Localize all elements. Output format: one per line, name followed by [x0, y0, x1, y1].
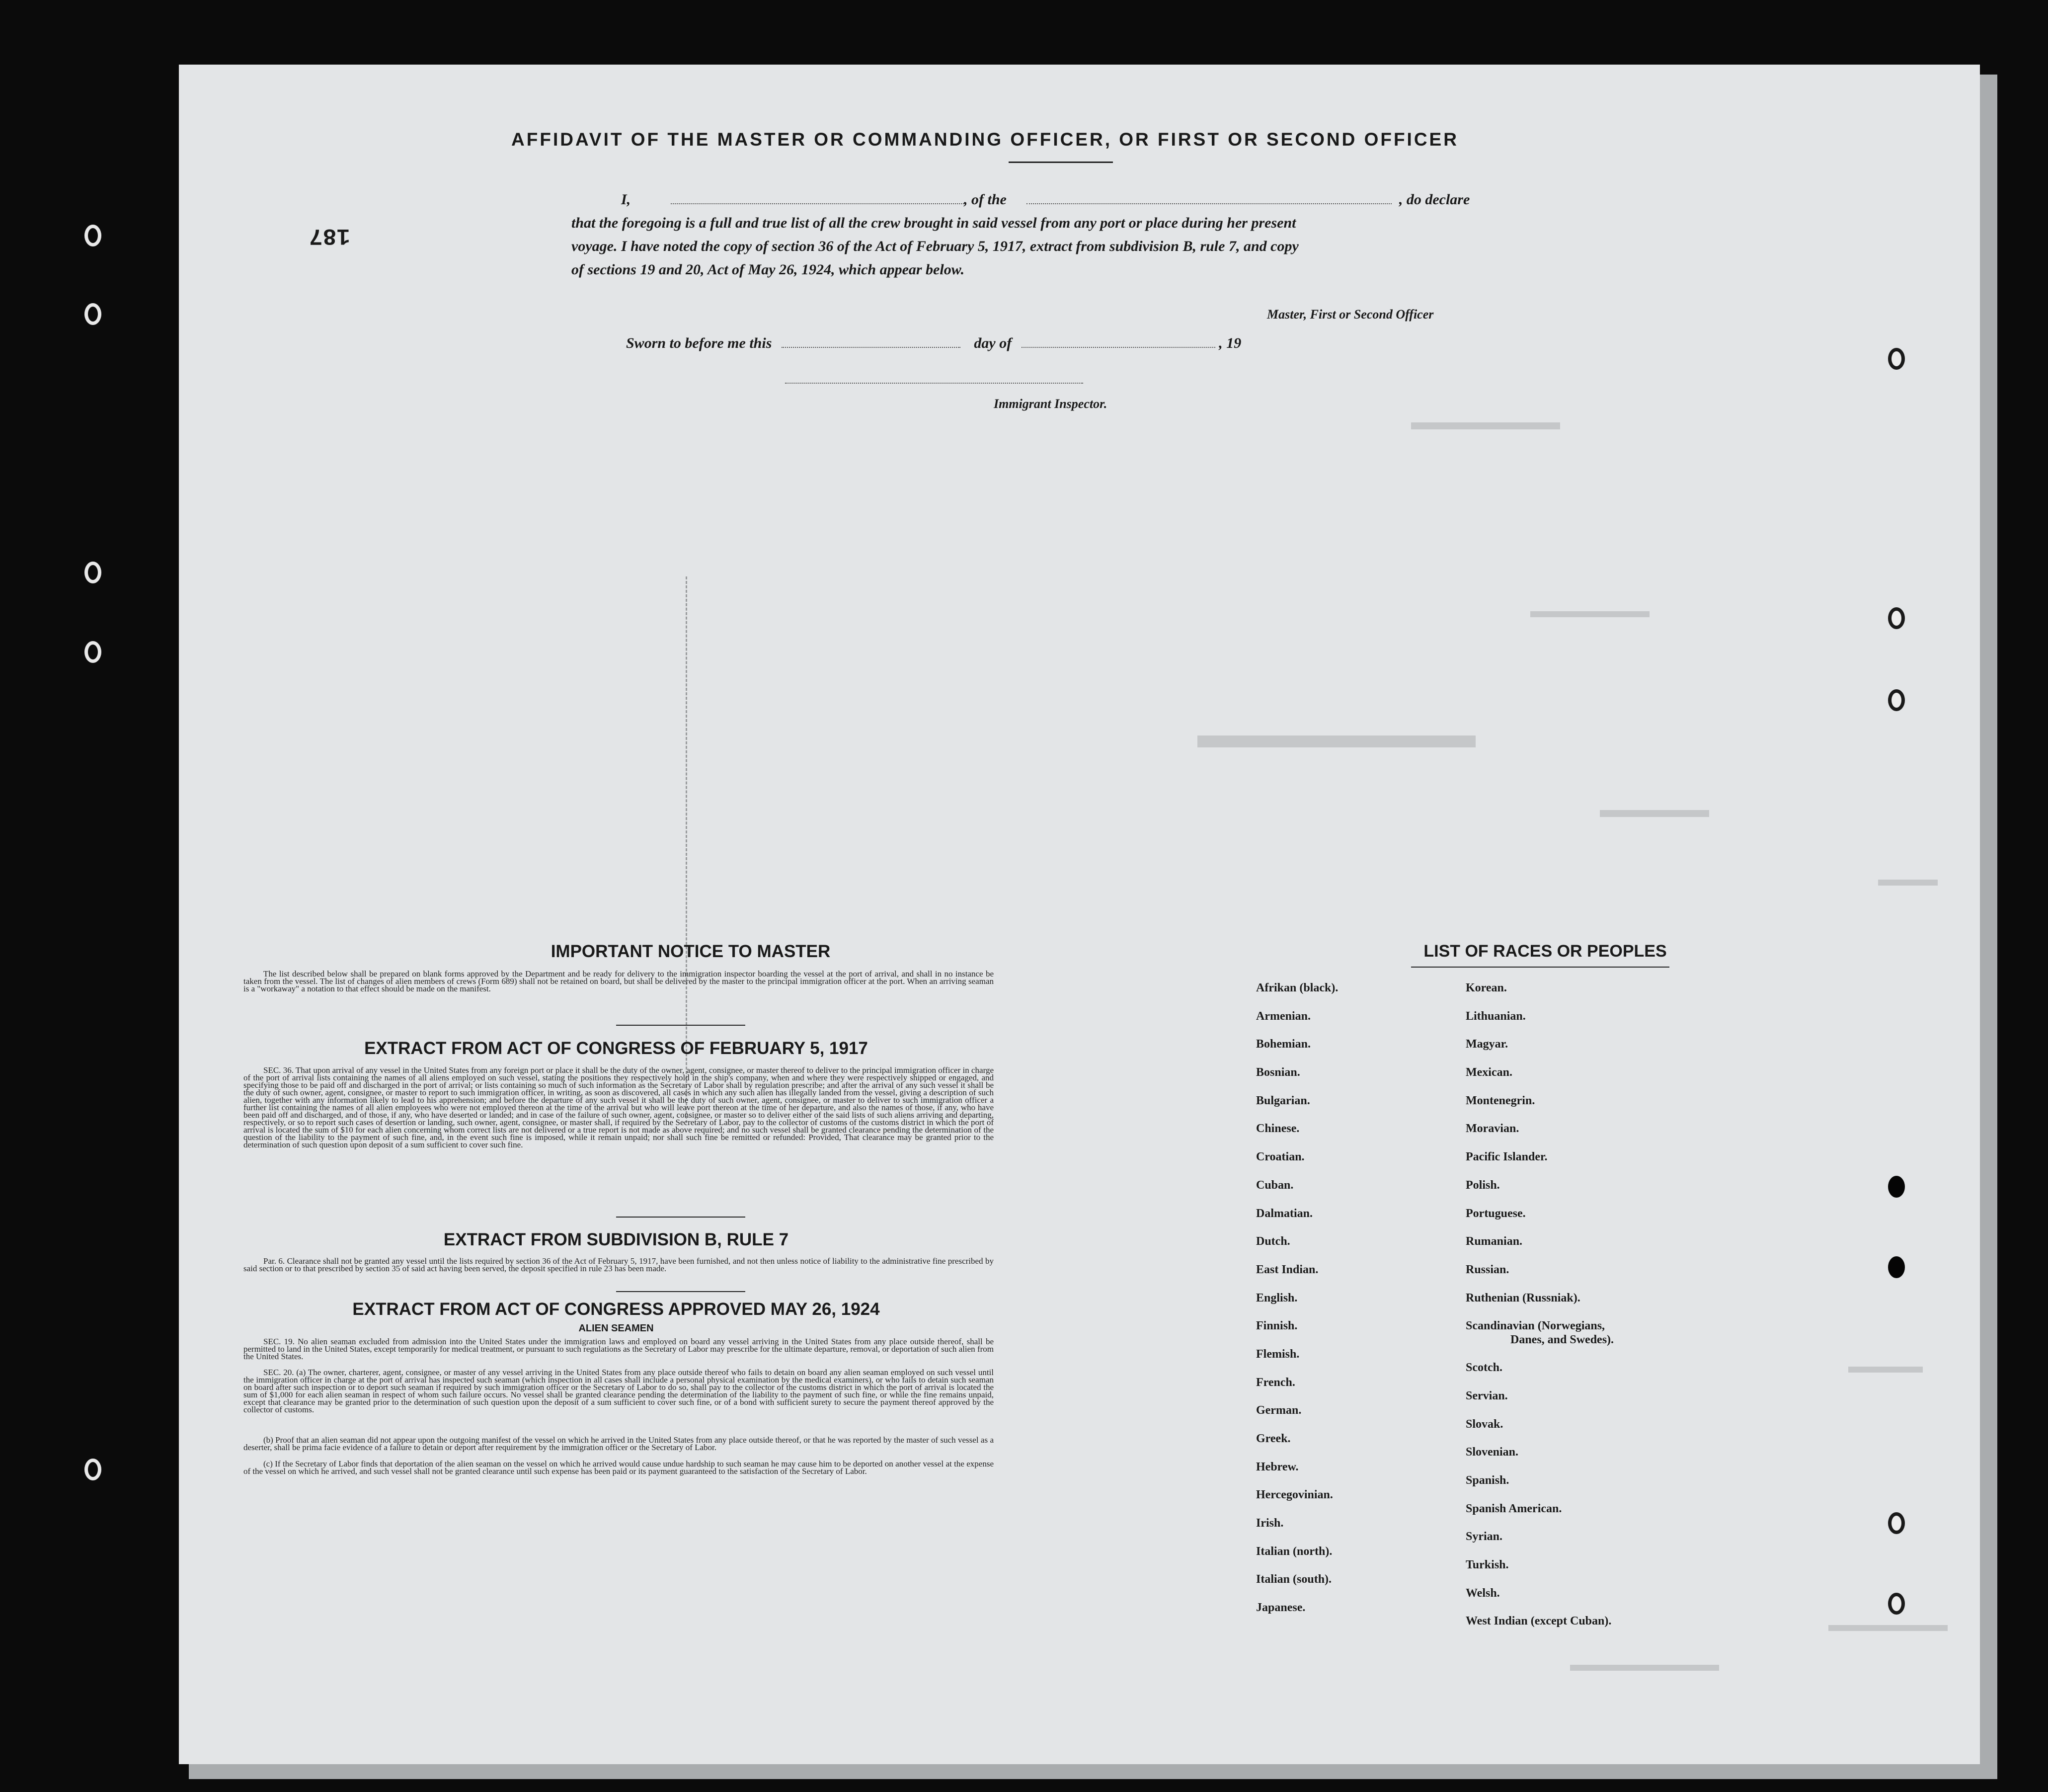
race-item: Servian. [1466, 1389, 1508, 1402]
race-item: Turkish. [1466, 1558, 1509, 1572]
race-item: Spanish American. [1466, 1502, 1562, 1515]
race-item: Montenegrin. [1466, 1094, 1535, 1107]
race-item: Scandinavian (Norwegians, [1466, 1319, 1605, 1333]
sworn-line [626, 334, 1241, 352]
bleed-through-mark [1828, 1625, 1948, 1631]
extract-1924-sec20a: SEC. 20. (a) The owner, charterer, agent, consignee, or master of any vessel arriving in the United States from any place outside thereof who fails to detain on board any alien seaman employed on such vessel until the immigration officer in charge at the port of arrival has inspected such seaman (which inspection in all cases shall include a personal physical examination by the medical examiners), or who fails to detain such seaman on board after such inspection or to deport such seaman if required by such immigration officer or the Secretary of Labor to do so, shall pay to the collector of the customs district in which the port of arrival is located the sum of $1,000 for each alien seaman in respect of whom such failure occurs. No vessel shall be granted clearance pending the determination of the liability to the payment of such fine, or while the fine remains unpaid, except that clearance may be granted prior to the determination of such question upon the deposit of a sum sufficient to cover such fine, or of a bond with sufficient surety to secure the payment thereof approved by the collector of customs. [243, 1368, 994, 1414]
binder-hole [1888, 689, 1905, 711]
sworn-label: Sworn to before me this [626, 335, 772, 351]
name-blank[interactable] [671, 190, 964, 204]
race-item: Moravian. [1466, 1122, 1519, 1136]
notice-title: IMPORTANT NOTICE TO MASTER [551, 942, 831, 961]
race-item: Bohemian. [1256, 1038, 1311, 1051]
binder-hole [1888, 348, 1905, 370]
binder-hole [1888, 1512, 1905, 1534]
race-item: Scotch. [1466, 1361, 1502, 1375]
binder-hole [1888, 1256, 1905, 1278]
race-item: German. [1256, 1404, 1302, 1417]
race-item: Dutch. [1256, 1235, 1290, 1248]
race-item: Hebrew. [1256, 1460, 1299, 1473]
race-item: French. [1256, 1376, 1295, 1389]
race-item: Greek. [1256, 1432, 1291, 1445]
section-divider [616, 1291, 745, 1292]
race-item: Danes, and Swedes). [1510, 1333, 1614, 1347]
race-item: Italian (south). [1256, 1573, 1332, 1586]
declaration-line4: of sections 19 and 20, Act of May 26, 1924, which appear below. [571, 261, 965, 278]
races-right-column [1466, 974, 1724, 1635]
bleed-through-mark [1848, 1367, 1923, 1373]
binder-hole [84, 225, 101, 246]
race-item: West Indian (except Cuban). [1466, 1615, 1612, 1628]
declaration-line3: voyage. I have noted the copy of section 36 of the Act of February 5, 1917, extract from subdivision B, rule 7, and copy [571, 238, 1299, 254]
race-item: Ruthenian (Russniak). [1466, 1291, 1580, 1304]
race-item: Bulgarian. [1256, 1094, 1310, 1107]
declaration-of: , of the [964, 191, 1007, 208]
sworn-month-blank[interactable] [1022, 334, 1215, 348]
race-item: Korean. [1466, 981, 1507, 994]
race-item: Finnish. [1256, 1319, 1298, 1333]
binder-hole [1888, 607, 1905, 629]
races-title: LIST OF RACES OR PEOPLES [1423, 942, 1667, 961]
race-item: Lithuanian. [1466, 1009, 1526, 1023]
extract-1924-title: EXTRACT FROM ACT OF CONGRESS APPROVED MAY 26, 1924 [352, 1300, 880, 1319]
year-label: , 19 [1219, 335, 1242, 351]
extract-rule7-title: EXTRACT FROM SUBDIVISION B, RULE 7 [443, 1230, 789, 1249]
declaration-line2: that the foregoing is a full and true list of all the crew brought in said vessel from any port or place during her present [571, 215, 1296, 231]
race-item: Mexican. [1466, 1066, 1512, 1079]
race-item: English. [1256, 1291, 1298, 1304]
race-item: Slovenian. [1466, 1446, 1519, 1459]
bleed-through-mark [1570, 1665, 1719, 1671]
race-item: Portuguese. [1466, 1207, 1526, 1220]
day-of-label: day of [974, 335, 1012, 351]
race-item: Hercegovinian. [1256, 1488, 1333, 1502]
title-underline [1009, 162, 1113, 163]
bleed-through-mark [1411, 422, 1560, 429]
race-item: Slovak. [1466, 1417, 1503, 1431]
binder-hole [84, 562, 101, 583]
race-item: Italian (north). [1256, 1545, 1333, 1558]
race-item: Cuban. [1256, 1178, 1294, 1192]
races-title-underline [1411, 967, 1669, 968]
inspector-label: Immigrant Inspector. [994, 397, 1107, 411]
race-item: Syrian. [1466, 1530, 1503, 1544]
extract-1924-sec20c: (c) If the Secretary of Labor finds that deportation of the alien seaman on the vessel on which he arrived would cause undue hardship to such seaman he may cause him to be deported on another vessel at the expense of the vessel on which he arrived, and such vessel shall not be granted clearance until such expense has been paid or its payment guaranteed to the satisfaction of the Secretary of Labor. [243, 1459, 994, 1476]
race-item: Japanese. [1256, 1601, 1306, 1615]
extract-1917-title: EXTRACT FROM ACT OF CONGRESS OF FEBRUARY 5, 1917 [364, 1039, 868, 1058]
race-item: Spanish. [1466, 1474, 1509, 1487]
race-item: Pacific Islander. [1466, 1150, 1548, 1164]
binder-hole [1888, 1176, 1905, 1198]
extract-rule7-body: Par. 6. Clearance shall not be granted any vessel until the lists required by section 36 of the Act of February 5, 1917, have been furnished, and not then unless notice of liability to the administrative fine prescribed by said section or to that prescribed by section 35 of said act having been served, the deposit specified in rule 23 has been made. [243, 1256, 994, 1273]
race-item: Dalmatian. [1256, 1207, 1313, 1220]
race-item: Polish. [1466, 1178, 1500, 1192]
notice-body: The list described below shall be prepared on blank forms approved by the Department and be ready for delivery to the immigration inspector boarding the vessel at the port of arrival, and shall in no instance be taken from the vessel. The list of changes of alien members of crews (Form 689) shall not be retained on board, but shall be delivered by the master to the principal immigration officer at the port. When an arriving seaman is a "workaway" a notation to that effect should be made on the manifest. [243, 969, 994, 993]
binder-hole [84, 641, 101, 663]
inspector-signature-line[interactable] [785, 383, 1083, 384]
bleed-through-mark [1197, 735, 1476, 747]
vessel-blank[interactable] [1026, 190, 1392, 204]
binder-hole [1888, 1593, 1905, 1615]
margin-note: 187 [309, 223, 350, 248]
race-item: Bosnian. [1256, 1066, 1300, 1079]
extract-1924-sec19: SEC. 19. No alien seaman excluded from admission into the United States under the immigration laws and employed on board any vessel arriving in the United States from any place outside thereof, shall be permitted to land in the United States, except temporarily for medical treatment, or pursuant to such regulations as the Secretary of Labor may prescribe for the ultimate departure, removal, or deportation of such alien from the United States. [243, 1337, 994, 1361]
race-item: Rumanian. [1466, 1235, 1523, 1248]
race-item: Chinese. [1256, 1122, 1300, 1136]
race-item: East Indian. [1256, 1263, 1319, 1276]
form-page [179, 65, 1980, 1764]
race-item: Afrikan (black). [1256, 981, 1339, 994]
extract-1917-body: SEC. 36. That upon arrival of any vessel in the United States from any foreign port or place it shall be the duty of the owner, agent, consignee, or master thereof to deliver to the principal immigration officer in charge of the port of arrival lists containing the names of all aliens employed on such vessel, stating the positions they respectively hold in the ship's company, when and where they were respectively shipped or engaged, and specifying those to be paid off and discharged in the port of arrival; or lists containing so much of such information as the Secretary of Labor shall by regulation prescribe; and after the arrival of any such vessel it shall be the duty of such owner, agent, consignee, or master to report to such immigration officer, in writing, as soon as discovered, all cases in which any such alien has illegally landed from the vessel, giving a description of such alien, together with any information likely to lead to his apprehension; and before the departure of any such vessel it shall be the duty of such owner, agent, consignee, or master to deliver to such immigration officer a further list containing the names of all alien employees who were not employed thereon at the time of the arrival but who will leave port thereon at the time of her departure, and also the names of those, if any, who have been paid off and discharged, and of those, if any, who have deserted or landed; and in case of the failure of such owner, agent, consignee, or master so to deliver either of the said lists of such aliens arriving and departing, respectively, or so to report such cases of desertion or landing, such owner, agent, consignee, or master shall, if required by the Secretary of Labor, pay to the collector of customs of the customs district in which the port of arrival is located the sum of $10 for each alien concerning whom correct lists are not delivered or a true report is not made as above required; and no such vessel shall be granted clearance pending the determination of the question of the liability to the payment of such fine, and, in the event such fine is imposed, while it remain unpaid; nor shall such fine be remitted or refunded: Provided, That clearance may be granted prior to the determination of such question upon deposit of a sum sufficient to cover such fine. [243, 1065, 994, 1149]
extract-1924-subtitle: ALIEN SEAMEN [578, 1323, 654, 1334]
race-item: Flemish. [1256, 1347, 1300, 1361]
races-left-column [1256, 974, 1465, 1622]
bleed-through-mark [1600, 810, 1709, 817]
bleed-through-mark [1878, 880, 1938, 886]
section-divider [616, 1217, 745, 1218]
binder-hole [84, 1459, 101, 1480]
bleed-through-mark [1530, 611, 1650, 617]
race-item: Croatian. [1256, 1150, 1305, 1164]
signature-label: Master, First or Second Officer [1267, 307, 1434, 322]
declaration-end: , do declare [1399, 191, 1470, 208]
race-item: Russian. [1466, 1263, 1509, 1276]
binder-hole [84, 303, 101, 325]
race-item: Armenian. [1256, 1009, 1311, 1023]
race-item: Magyar. [1466, 1038, 1508, 1051]
declaration-i: I, [621, 191, 631, 208]
extract-1924-sec20b: (b) Proof that an alien seaman did not appear upon the outgoing manifest of the vessel on which he arrived in the United States from any place outside thereof, or that he was reported by the master of such vessel as a deserter, shall be prima facie evidence of a failure to detain or deport after requirement by the immigration officer or the Secretary of Labor. [243, 1435, 994, 1452]
declaration-paragraph [571, 188, 1595, 281]
section-divider [616, 1025, 745, 1026]
sworn-day-blank[interactable] [782, 334, 960, 348]
form-title: AFFIDAVIT OF THE MASTER OR COMMANDING OFFICER, OR FIRST OR SECOND OFFICER [511, 129, 1459, 150]
race-item: Irish. [1256, 1517, 1284, 1530]
race-item: Welsh. [1466, 1586, 1500, 1600]
